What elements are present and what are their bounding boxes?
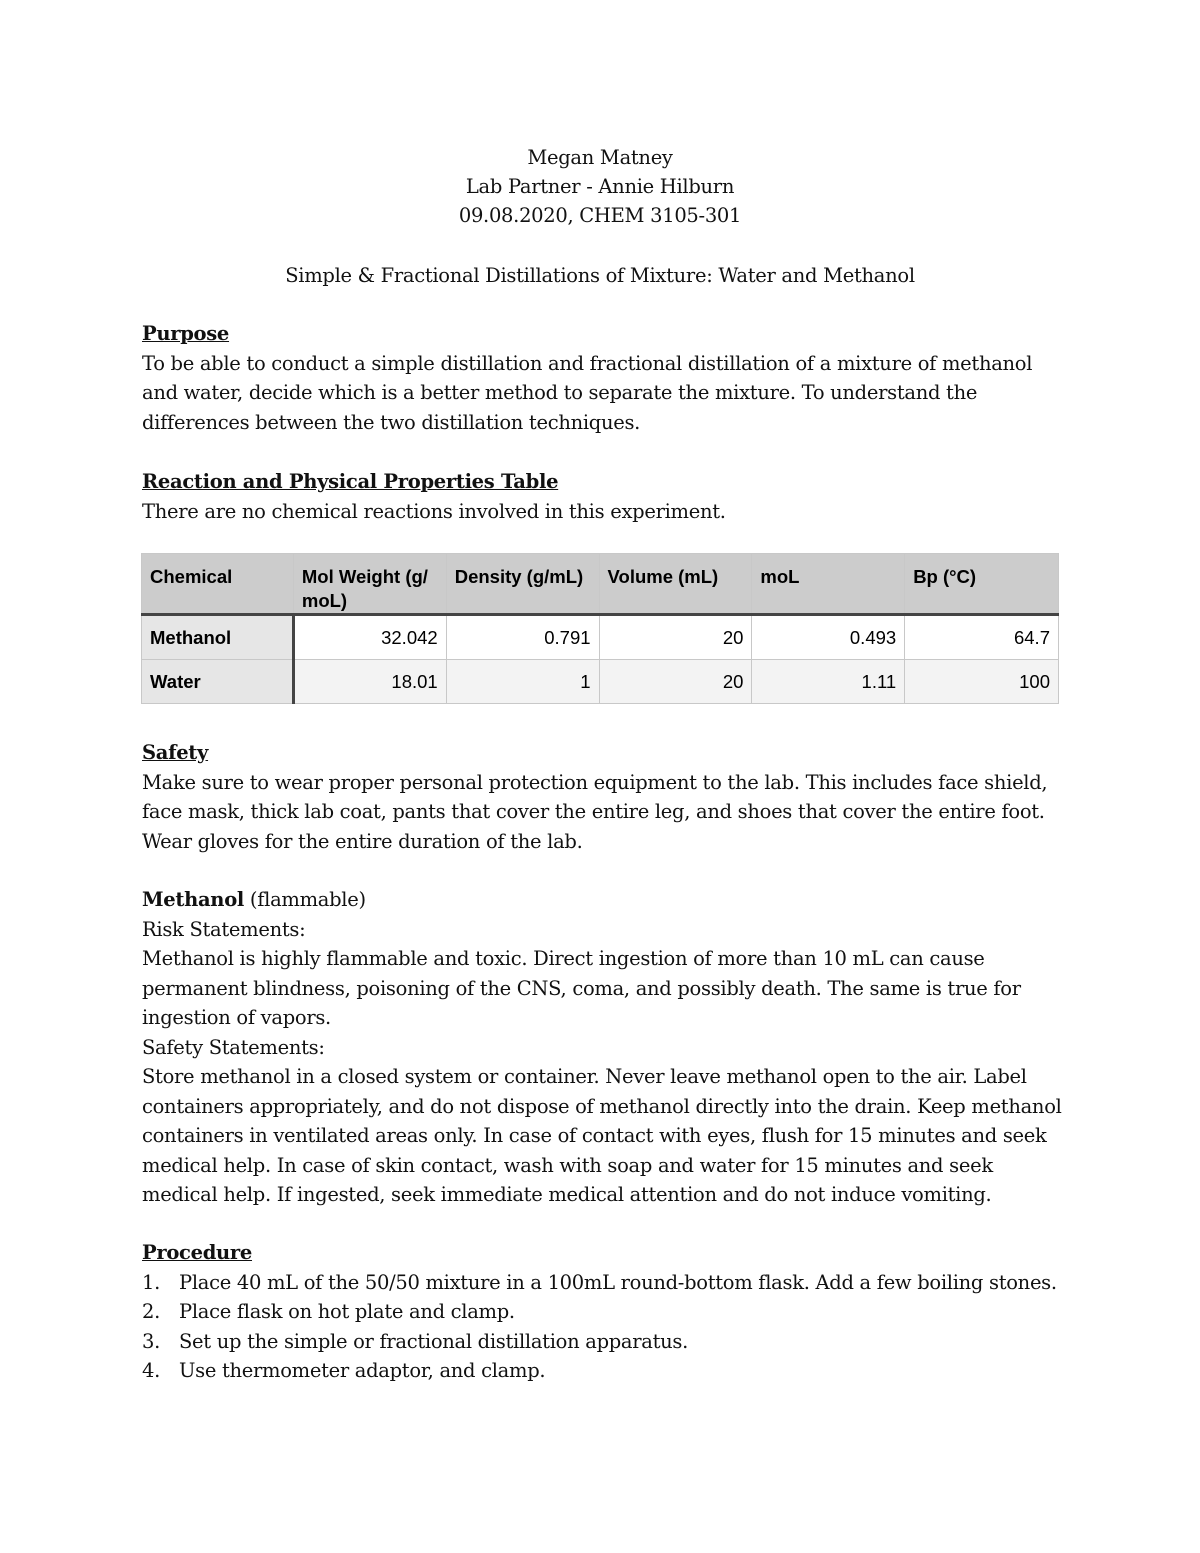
purpose-text: To be able to conduct a simple distillation and fractional distillation of a mixture of methanol and water, decide which is a better method to separate the mixture. To understand the differences between the two distillation techniques. xyxy=(142,351,1033,434)
step-text: Place 40 mL of the 50/50 mixture in a 100mL round-bottom flask. Add a few boiling stones. xyxy=(179,1270,1057,1294)
step-number: 2. xyxy=(142,1300,161,1323)
column-header: Mol Weight (g/ moL) xyxy=(293,554,446,615)
list-item xyxy=(142,1297,1072,1327)
table-cell: 20 xyxy=(599,615,752,660)
purpose-section xyxy=(142,319,1062,437)
table-cell: 18.01 xyxy=(293,660,446,704)
physical-properties-table xyxy=(141,553,1059,704)
procedure-section xyxy=(142,1238,1072,1386)
step-number: 1. xyxy=(142,1270,161,1294)
column-header: Chemical xyxy=(142,554,294,615)
step-text: Set up the simple or fractional distillation apparatus. xyxy=(179,1329,689,1353)
step-text: Use thermometer adaptor, and clamp. xyxy=(179,1359,546,1382)
safety-statements-label: Safety Statements: xyxy=(142,1035,325,1059)
methanol-title xyxy=(142,885,1062,915)
safety-statements-text: Store methanol in a closed system or container. Never leave methanol open to the air. Label containers appropriately, and do not dispose of methanol directly into the drain. Keep methanol containers in ventilated areas only. In case of contact with eyes, flush for 15 minutes and seek medical help. In case of skin contact, wash with soap and water for 15 minutes and seek medical help. If ingested, seek immediate medical attention and do not induce vomiting. xyxy=(142,1065,1062,1206)
table-cell: 1.11 xyxy=(752,660,905,704)
table-cell: 0.791 xyxy=(446,615,599,660)
table-row xyxy=(142,615,1059,660)
step-number: 3. xyxy=(142,1329,161,1353)
reaction-heading: Reaction and Physical Properties Table xyxy=(142,470,559,493)
table-cell: 0.493 xyxy=(752,615,905,660)
methanol-note: (flammable) xyxy=(249,888,366,911)
lab-partner: Lab Partner - Annie Hilburn xyxy=(465,175,735,198)
safety-section xyxy=(142,738,1062,856)
table-cell: Water xyxy=(142,660,294,704)
methanol-section xyxy=(142,885,1062,1210)
list-item xyxy=(142,1327,1072,1357)
table-cell: 20 xyxy=(599,660,752,704)
step-text: Place flask on hot plate and clamp. xyxy=(179,1300,515,1323)
table-header-row xyxy=(142,554,1059,615)
reaction-text: There are no chemical reactions involved in this experiment. xyxy=(142,499,726,523)
table-row xyxy=(142,660,1059,704)
column-header: Density (g/mL) xyxy=(446,554,599,615)
table-cell: 1 xyxy=(446,660,599,704)
table-cell: 100 xyxy=(905,660,1059,704)
purpose-heading: Purpose xyxy=(142,322,230,345)
table-cell: Methanol xyxy=(142,615,294,660)
author-name: Megan Matney xyxy=(527,146,673,169)
list-item xyxy=(142,1268,1072,1298)
step-number: 4. xyxy=(142,1359,161,1382)
table-cell: 64.7 xyxy=(905,615,1059,660)
list-item xyxy=(142,1356,1072,1386)
reaction-section xyxy=(142,467,1062,526)
procedure-heading: Procedure xyxy=(142,1241,253,1264)
table-cell: 32.042 xyxy=(293,615,446,660)
safety-heading: Safety xyxy=(142,741,209,764)
risk-statements-label: Risk Statements: xyxy=(142,917,306,941)
methanol-name: Methanol xyxy=(142,888,245,911)
column-header: moL xyxy=(752,554,905,615)
column-header: Bp (°C) xyxy=(905,554,1059,615)
risk-statements-text: Methanol is highly flammable and toxic. Direct ingestion of more than 10 mL can cause permanent blindness, poisoning of the CNS, coma, and possibly death. The same is true for ingestion of vapors. xyxy=(142,947,1021,1029)
date-course: 09.08.2020, CHEM 3105-301 xyxy=(458,204,742,227)
document-title: Simple & Fractional Distillations of Mixture: Water and Methanol xyxy=(285,264,915,287)
safety-text: Make sure to wear proper personal protection equipment to the lab. This includes face shield, face mask, thick lab coat, pants that cover the entire leg, and shoes that cover the entire foot. Wear gloves for the entire duration of the lab. xyxy=(142,770,1048,853)
column-header: Volume (mL) xyxy=(599,554,752,615)
procedure-list xyxy=(142,1268,1072,1386)
